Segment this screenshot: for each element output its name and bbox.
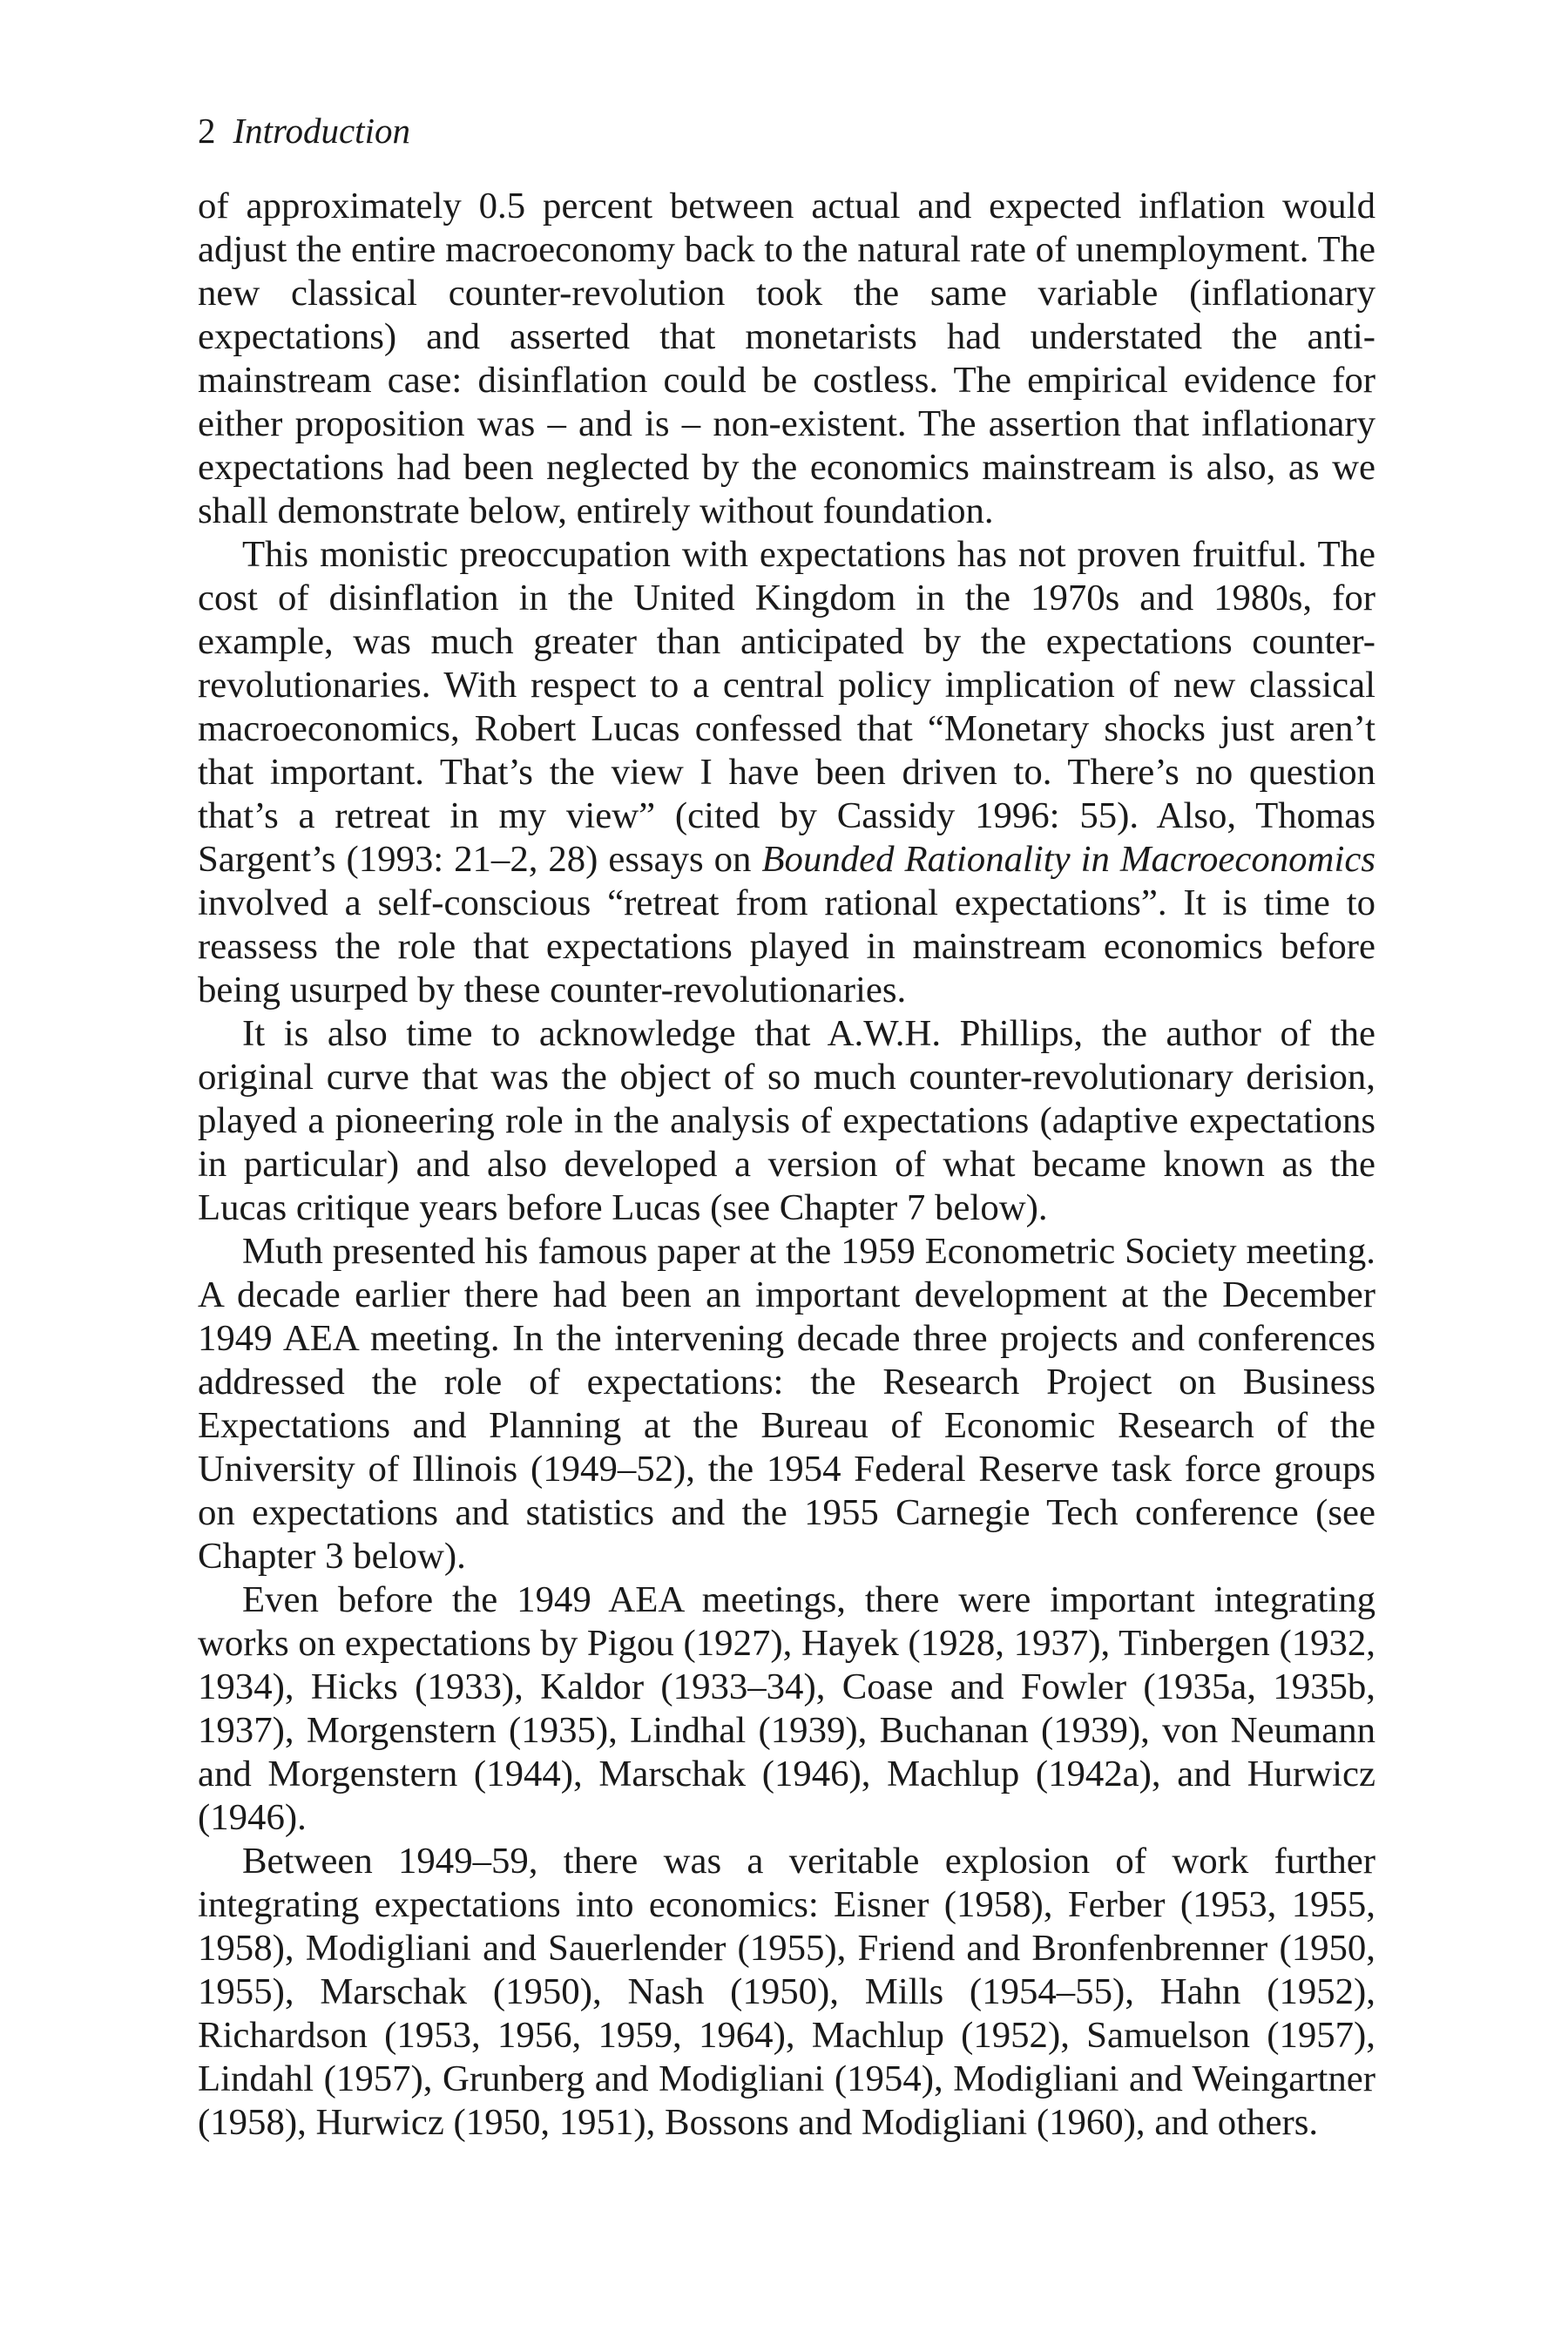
- paragraph-1: of approximately 0.5 percent between actual and expected inflation would adjust the entire macroeconomy back to the natural rate of unemployment. The new classical counter-revolution took the same variable (inflationary expectations) and asserted that monetarists had understated the anti-mainstream case: disinflation could be costless. The empirical evidence for either proposition was – and is – non-existent. The assertion that inflationary expectations had been neglected by the economics mainstream is also, as we shall demonstrate below, entirely without foundation.: [198, 186, 1375, 531]
- paragraph-3: It is also time to acknowledge that A.W.H. Phillips, the author of the original curve that was the object of so much counter-revolutionary derision, played a pioneering role in the analysis of expectations (adaptive expectations in particular) and also developed a version of what became known as the Lucas critique years before Lucas (see Chapter 7 below).: [198, 1013, 1375, 1228]
- body-text: [198, 185, 1375, 2145]
- paragraph-5: Even before the 1949 AEA meetings, there were important integrating works on expectations by Pigou (1927), Hayek (1928, 1937), Tinbergen (1932, 1934), Hicks (1933), Kaldor (1933–34), Coase and Fowler (1935a, 1935b, 1937), Morgenstern (1935), Lindhal (1939), Buchanan (1939), von Neumann and Morgenstern (1944), Marschak (1946), Machlup (1942a), and Hurwicz (1946).: [198, 1579, 1375, 1838]
- paragraph-4: Muth presented his famous paper at the 1959 Econometric Society meeting. A decade earlier there had been an important development at the December 1949 AEA meeting. In the intervening decade three projects and conferences addressed the role of expectations: the Research Project on Business Expectations and Planning at the Bureau of Economic Research of the University of Illinois (1949–52), the 1954 Federal Reserve task force groups on expectations and statistics and the 1955 Carnegie Tech conference (see Chapter 3 below).: [198, 1231, 1375, 1577]
- paragraph-2-text-before-title: This monistic preoccupation with expectations has not proven fruitful. The cost of disinflation in the United Kingdom in the 1970s and 1980s, for example, was much greater than anticipated by the expectations counter-revolutionaries. With respect to a central policy implication of new classical macroeconomics, Robert Lucas confessed that “Monetary shocks just aren’t that important. That’s the view I have been driven to. There’s no question that’s a retreat in my view” (cited by Cassidy 1996: 55). Also, Thomas Sargent’s (1993: 21–2, 28) essays on: [198, 534, 1375, 880]
- book-title: Bounded Rationality in Macroeconomics: [761, 839, 1375, 880]
- paragraph-6: Between 1949–59, there was a veritable explosion of work further integrating expectations into economics: Eisner (1958), Ferber (1953, 1955, 1958), Modigliani and Sauerlender (1955), Friend and Bronfenbrenner (1950, 1955), Marschak (1950), Nash (1950), Mills (1954–55), Hahn (1952), Richardson (1953, 1956, 1959, 1964), Machlup (1952), Samuelson (1957), Lindahl (1957), Grunberg and Modigliani (1954), Modigliani and Weingartner (1958), Hurwicz (1950, 1951), Bossons and Modigliani (1960), and others.: [198, 1841, 1375, 2143]
- page-number: 2: [198, 111, 216, 151]
- running-title: Introduction: [233, 111, 410, 151]
- running-header: [198, 113, 410, 149]
- paragraph-2-text-after-title: involved a self-conscious “retreat from rational expectations”. It is time to reassess the role that expectations played in mainstream economics before being usurped by these counter-revolutionaries.: [198, 882, 1375, 1010]
- paragraph-2: [198, 533, 1375, 1012]
